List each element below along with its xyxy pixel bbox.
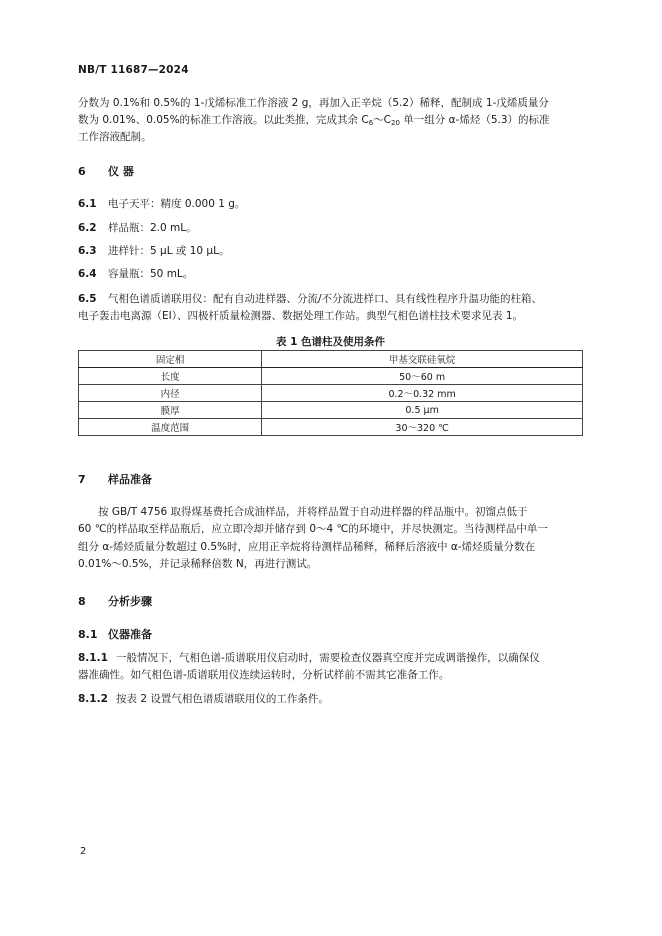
table-cell: 30～320 ℃ — [262, 419, 583, 436]
column-spec-table — [78, 350, 583, 436]
para-8-1-1-line-2: 器准确性。如气相色谱-质谱联用仪连续运转时，分析试样前不需其它准备工作。 — [78, 669, 450, 681]
table-row — [79, 385, 583, 402]
item-6-2: 6.2 样品瓶：2.0 mL。 — [78, 222, 197, 234]
table-cell: 0.5 μm — [262, 402, 583, 419]
table-cell: 长度 — [79, 368, 262, 385]
table-cell: 温度范围 — [79, 419, 262, 436]
section-8-heading: 8 分析步骤 — [78, 595, 152, 608]
table-cell: 甲基交联硅氧烷 — [262, 351, 583, 368]
section-7-line-4: 0.01%～0.5%，并记录稀释倍数 N，再进行测试。 — [78, 558, 318, 570]
table-row — [79, 419, 583, 436]
table-cell: 膜厚 — [79, 402, 262, 419]
item-6-5-line-1: 6.5 气相色谱质谱联用仪：配有自动进样器、分流/不分流进样口、具有线性程序升温功能的柱箱、 — [78, 293, 543, 305]
item-6-5-line-2: 电子轰击电离源（EI）、四极杆质量检测器、数据处理工作站。典型气相色谱柱技术要求见表 1。 — [78, 310, 523, 322]
section-7-heading: 7 样品准备 — [78, 473, 152, 486]
item-6-3: 6.3 进样针：5 μL 或 10 μL。 — [78, 245, 230, 257]
page-number: 2 — [80, 846, 87, 857]
section-6-heading: 6 仪 器 — [78, 165, 134, 178]
intro-line-2: 数为 0.01%、0.05%的标准工作溶液。以此类推，完成其余 $C_6\sim C_{20}$ 单一组分 α-烯烃（5.3）的标准 — [78, 114, 550, 127]
section-8-1-heading: 8.1 仪器准备 — [78, 628, 152, 641]
table-row — [79, 368, 583, 385]
intro-line-3: 工作溶液配制。 — [78, 131, 152, 143]
table-cell: 固定相 — [79, 351, 262, 368]
table-cell: 0.2～0.32 mm — [262, 385, 583, 402]
table-row — [79, 402, 583, 419]
table-cell: 内径 — [79, 385, 262, 402]
section-7-line-1: 按 GB/T 4756 取得煤基费托合成油样品，并将样品置于自动进样器的样品瓶中。初馏点低于 — [98, 506, 528, 518]
table-1-title: 表 1 色谱柱及使用条件 — [275, 336, 386, 348]
table-row — [79, 351, 583, 368]
intro-line-1: 分数为 0.1%和 0.5%的 1-戊烯标准工作溶液 2 g，再加入正辛烷（5.2）稀释，配制成 1-戊烯质量分 — [78, 97, 549, 109]
item-6-1: 6.1 电子天平：精度 0.000 1 g。 — [78, 198, 246, 210]
section-7-line-2: 60 ℃的样品取至样品瓶后，应立即冷却并储存到 0～4 ℃的环境中，并尽快测定。当待测样品中单一 — [78, 523, 548, 535]
item-6-4: 6.4 容量瓶：50 mL。 — [78, 268, 194, 280]
section-7-line-3: 组分 α-烯烃质量分数超过 0.5%时，应用正辛烷将待测样品稀释，稀释后溶液中 α-烯烃质量分数在 — [78, 541, 536, 553]
para-8-1-2: 8.1.2 按表 2 设置气相色谱质谱联用仪的工作条件。 — [78, 693, 329, 705]
para-8-1-1-line-1: 8.1.1 一般情况下，气相色谱-质谱联用仪启动时，需要检查仪器真空度并完成调谐操作，以确保仪 — [78, 652, 540, 664]
standard-number: NB/T 11687—2024 — [78, 64, 189, 76]
table-cell: 50～60 m — [262, 368, 583, 385]
